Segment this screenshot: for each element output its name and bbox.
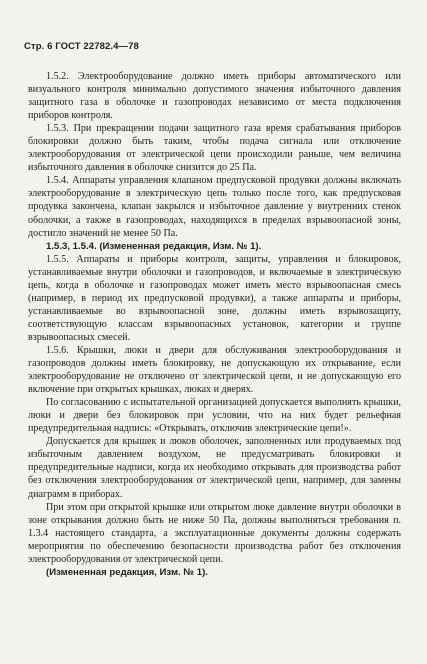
paragraph-1-5-6: 1.5.6. Крышки, люки и двери для обслуживания электрооборудования и газопроводов должны иметь блокировку, не допускающую их открывание, если электрооборудование не отключено от электрической цепи, и не допускающую его включение при открытых крышках, люках и дверях. [28,344,401,396]
paragraph-1-5-3: 1.5.3. При прекращении подачи защитного газа время срабатывания приборов блокировки должно быть таким, чтобы подача сигнала или отключение электрооборудования от электрической цепи происходили раньше, чем величина избыточного давления в оболочке снизится до 25 Па. [28,123,401,174]
paragraph-1-5-4: 1.5.4. Аппараты управления клапаном предпусковой продувки должны включать электрооборудование в электрическую цепь только после того, как предпусковая продувка закончена, клапан закрылся и избыточное давление у внутренних стенок оболочки, а также в газопроводах, находящихся в пределах взрывоопасной зоны, достигло значений не менее 50 Па. [28,175,401,239]
document-body [28,70,401,579]
paragraph-1-5-2: 1.5.2. Электрооборудование должно иметь приборы автоматического или визуального контроля минимально допустимого значения избыточного давления защитного газа в оболочке и газопроводах независимо от места подключения приборов контроля. [28,71,401,122]
paragraph-agreement: По согласованию с испытательной организацией допускается выполнять крышки, люки и двери без блокировок при условии, что на них будет рельефная предупредительная надпись: «Открывать, отключив электрические цепи!». [28,397,401,435]
edition-note-1: 1.5.3, 1.5.4. (Измененная редакция, Изм. № 1). [46,240,262,252]
paragraph-allowance: Допускается для крышек и люков оболочек, заполненных или продуваемых под избыточным давлением воздухом, не предусматривать блокировки и предупредительные надписи, когда их необходимо открывать для производства работ без отключения электрооборудования от электрической цепи, например, для замены диаграмм в приборах. [28,436,401,500]
edition-note-2: (Измененная редакция, Изм. № 1). [46,566,208,578]
page-header: Стр. 6 ГОСТ 22782.4—78 [24,41,139,52]
paragraph-open-cover: При этом при открытой крышке или открытом люке давление внутри оболочки в зоне открывания должно быть не ниже 50 Па, должны выполняться требования п. 1.3.4 настоящего стандарта, а эксплуатационные документы должны содержать мероприятия по обеспечению безопасности производства работ без отключения электрооборудования от электрической цепи. [28,501,401,565]
paragraph-1-5-5: 1.5.5. Аппараты и приборы контроля, защиты, управления и блокировок, устанавливаемые внутри оболочки и газопроводов, и включаемые в электрическую цепь, когда в оболочке и газопроводах может иметь место взрывоопасная смесь (например, в период их предпусковой продувки), а также аппараты и приборы, устанавливаемые во взрывоопасной зоне, должны иметь взрывозащиту, соответствующую классам взрывоопасных установок, категории и группе взрывоопасных смесей. [28,253,401,343]
